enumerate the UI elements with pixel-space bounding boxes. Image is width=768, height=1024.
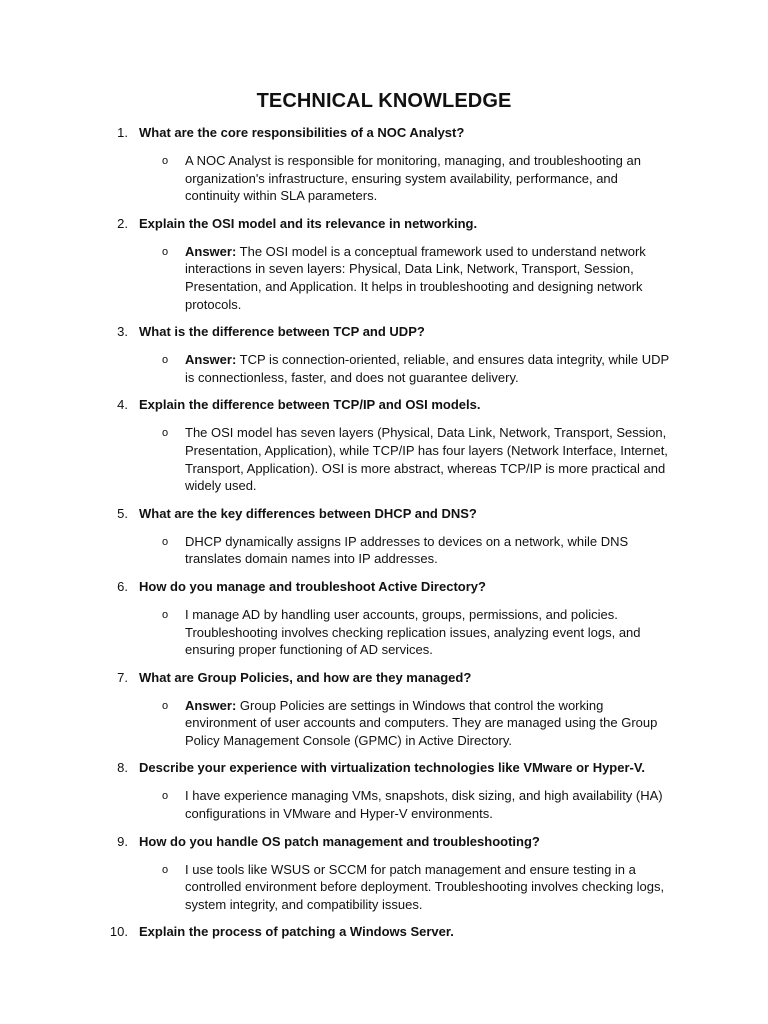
question-list — [0, 124, 768, 951]
answer-text — [185, 861, 675, 914]
bullet-icon: o — [162, 535, 169, 548]
answer-body: DHCP dynamically assigns IP addresses to devices on a network, while DNS translates domain names into IP addresses. — [185, 533, 629, 567]
question-row — [0, 833, 768, 851]
question-row — [0, 323, 768, 341]
answer-text — [185, 424, 675, 494]
answer-text — [185, 787, 675, 822]
question-number: 10. — [109, 924, 128, 940]
answer-row — [162, 787, 675, 822]
question-text: What is the difference between TCP and UDP? — [139, 324, 425, 340]
answer-label: Answer: — [185, 352, 237, 368]
answer-text — [185, 152, 675, 205]
answer-row — [162, 533, 675, 568]
question-row — [0, 124, 768, 142]
question-row — [0, 578, 768, 596]
question-number: 1. — [117, 125, 128, 140]
answer-body: The OSI model is a conceptual framework used to understand network interactions in seven layers: Physical, Data Link, Network, Transport, Session, Presentation, and Application. It helps in troubleshooting and designing network protocols. — [185, 243, 646, 312]
question-item-5 — [0, 505, 768, 568]
question-item-3 — [0, 323, 768, 386]
bullet-icon: o — [162, 790, 169, 803]
bullet-icon: o — [162, 427, 169, 440]
question-number: 6. — [117, 578, 128, 594]
question-number: 7. — [117, 669, 128, 685]
question-item-10 — [0, 923, 768, 941]
question-text: Explain the OSI model and its relevance in networking. — [139, 215, 478, 231]
answer-row — [162, 861, 675, 914]
bullet-icon: o — [162, 245, 169, 258]
answer-row — [162, 351, 675, 386]
question-text: Describe your experience with virtualization technologies like VMware or Hyper-V. — [139, 760, 645, 776]
question-number: 3. — [117, 324, 128, 340]
question-row — [0, 669, 768, 687]
question-number: 9. — [117, 833, 128, 849]
question-text: What are the key differences between DHCP and DNS? — [139, 505, 477, 521]
question-number: 2. — [117, 215, 128, 231]
answer-text — [185, 351, 675, 386]
question-item-6 — [0, 578, 768, 659]
question-item-7 — [0, 669, 768, 750]
answer-label: Answer: — [185, 697, 237, 713]
answer-body: I use tools like WSUS or SCCM for patch management and ensure testing in a controlled environment before deployment. Troubleshooting involves checking logs, system integrity, and compatibility issues. — [185, 861, 665, 912]
page-title: TECHNICAL KNOWLEDGE — [256, 90, 512, 112]
question-text: Explain the difference between TCP/IP and OSI models. — [139, 397, 481, 413]
question-text: How do you manage and troubleshoot Active Directory? — [139, 578, 486, 594]
answer-body: The OSI model has seven layers (Physical, Data Link, Network, Transport, Session, Presentation, Application), while TCP/IP has four layers (Network Interface, Internet, Transport, Application). OSI is more abstract, whereas TCP/IP is more practical and widely used. — [185, 425, 668, 494]
question-row — [0, 923, 768, 941]
question-row — [0, 215, 768, 233]
answer-row — [162, 606, 675, 659]
question-item-1 — [0, 124, 768, 205]
question-text: How do you handle OS patch management and troubleshooting? — [139, 833, 540, 849]
answer-text — [185, 606, 675, 659]
question-text: What are the core responsibilities of a NOC Analyst? — [139, 125, 465, 140]
answer-text — [185, 533, 675, 568]
bullet-icon: o — [162, 608, 169, 621]
question-item-9 — [0, 833, 768, 914]
answer-label: Answer: — [185, 243, 237, 259]
answer-text — [185, 697, 675, 750]
question-item-8 — [0, 759, 768, 822]
answer-body: I have experience managing VMs, snapshots, disk sizing, and high availability (HA) configurations in VMware and Hyper-V environments. — [185, 788, 663, 822]
answer-body: TCP is connection-oriented, reliable, and ensures data integrity, while UDP is connectionless, faster, and does not guarantee delivery. — [185, 352, 669, 385]
bullet-icon: o — [162, 354, 169, 367]
question-number: 4. — [117, 397, 128, 413]
question-text: Explain the process of patching a Windows Server. — [139, 924, 454, 940]
answer-text — [185, 243, 675, 313]
question-number: 8. — [117, 760, 128, 776]
question-text: What are Group Policies, and how are they managed? — [139, 669, 472, 685]
question-number: 5. — [117, 505, 128, 521]
question-item-4 — [0, 396, 768, 494]
question-item-2 — [0, 215, 768, 313]
answer-row — [162, 424, 675, 494]
bullet-icon: o — [162, 155, 169, 167]
question-row — [0, 505, 768, 523]
answer-row — [162, 243, 675, 313]
answer-body: A NOC Analyst is responsible for monitoring, managing, and troubleshooting an organization's infrastructure, ensuring system availability, performance, and continuity within SLA parameters. — [185, 153, 641, 204]
answer-row — [162, 152, 675, 205]
question-row — [0, 759, 768, 777]
answer-row — [162, 697, 675, 750]
answer-body: Group Policies are settings in Windows that control the working environment of user accounts and computers. They are managed using the Group Policy Management Console (GPMC) in Active Directory. — [185, 697, 658, 748]
bullet-icon: o — [162, 699, 169, 712]
question-row — [0, 396, 768, 414]
bullet-icon: o — [162, 863, 169, 876]
answer-body: I manage AD by handling user accounts, groups, permissions, and policies. Troubleshooting involves checking replication issues, analyzing event logs, and ensuring proper functioning of AD services. — [185, 606, 641, 658]
